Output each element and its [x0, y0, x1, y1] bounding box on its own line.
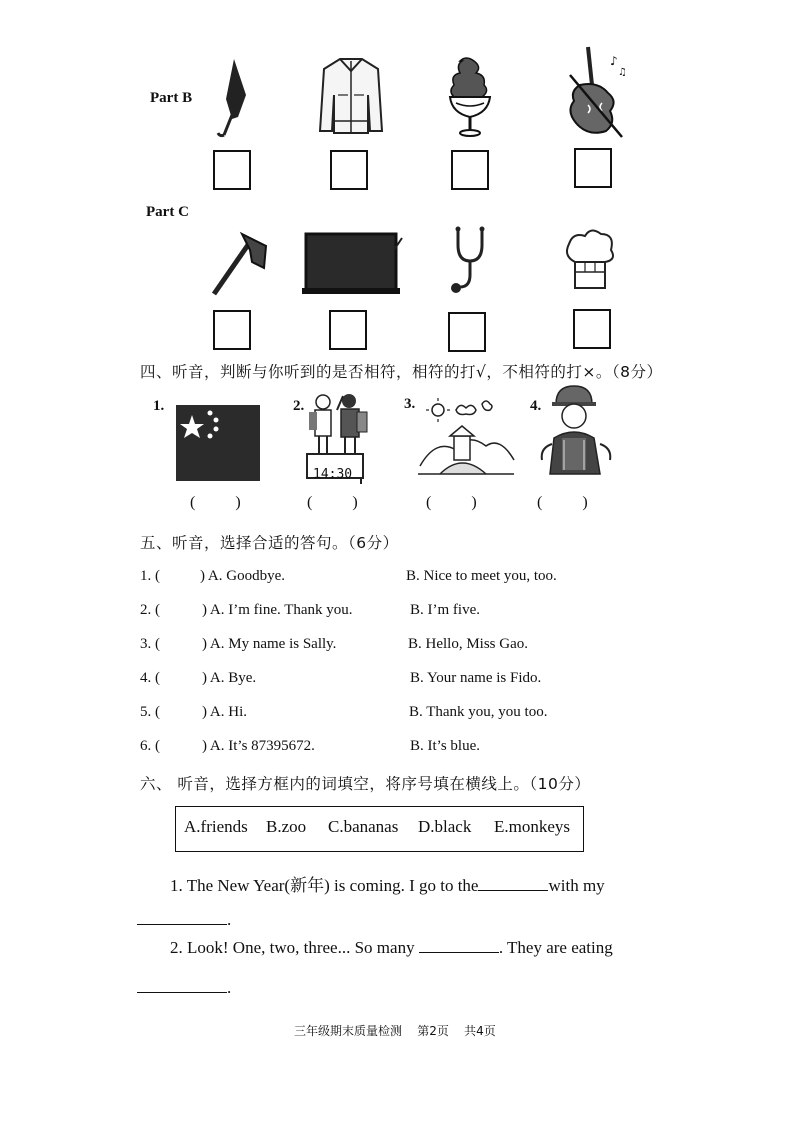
- svg-text:♪: ♪: [610, 54, 618, 68]
- s5-q4-option-b: B. Your name is Fido.: [410, 670, 542, 686]
- s5-q3-option-a: ) A. My name is Sally.: [202, 636, 337, 652]
- violin-icon: [562, 45, 632, 140]
- s6-blank-2b[interactable]: [137, 974, 227, 993]
- s4-answer-2[interactable]: ( ): [307, 494, 376, 511]
- s4-num-2: 2.: [293, 398, 305, 414]
- s6-sentence-1-period: .: [227, 910, 232, 929]
- blackboard-icon: [302, 230, 404, 298]
- s5-q4-num[interactable]: 4. (: [140, 670, 160, 686]
- s5-q2-num[interactable]: 2. (: [140, 602, 160, 618]
- s6-sentence-1-start: 1. The New Year(新年) is coming. I go to the: [170, 876, 479, 895]
- stethoscope-icon: [446, 225, 498, 297]
- axe-icon: [206, 228, 272, 298]
- word-option-d: D.black: [418, 817, 472, 836]
- china-flag-icon: [176, 405, 260, 481]
- s4-answer-3[interactable]: ( ): [426, 494, 495, 511]
- part-b-label: Part B: [150, 90, 193, 106]
- s6-sentence-2: [170, 938, 613, 958]
- s6-sentence-2-end: . They are eating: [498, 938, 613, 957]
- answer-box-c4[interactable]: [573, 309, 611, 349]
- answer-box-b1[interactable]: [213, 150, 251, 190]
- s4-num-4: 4.: [530, 398, 542, 414]
- answer-box-b2[interactable]: [330, 150, 368, 190]
- s5-q3-option-b: B. Hello, Miss Gao.: [408, 636, 528, 652]
- s6-blank-1b[interactable]: [137, 906, 227, 925]
- s5-q3-num[interactable]: 3. (: [140, 636, 160, 652]
- s6-sentence-2-period: .: [227, 978, 232, 997]
- s6-sentence-2-start: 2. Look! One, two, three... So many: [170, 938, 415, 957]
- word-bank: [175, 806, 584, 852]
- answer-box-b4[interactable]: [574, 148, 612, 188]
- s5-q2-option-b: B. I’m five.: [410, 602, 480, 618]
- chef-hat-icon: [563, 226, 617, 294]
- s5-q1-num[interactable]: 1. (: [140, 568, 160, 584]
- word-option-b: B.zoo: [266, 817, 307, 836]
- word-option-c: C.bananas: [328, 817, 399, 836]
- jacket-icon: [318, 55, 384, 137]
- answer-box-c1[interactable]: [213, 310, 251, 350]
- s6-sentence-2-line2: [137, 974, 231, 998]
- s5-q1-option-b: B. Nice to meet you, too.: [406, 568, 557, 584]
- s6-sentence-1-line2: [137, 906, 231, 930]
- s5-q5-num[interactable]: 5. (: [140, 704, 160, 720]
- s4-answer-4[interactable]: ( ): [537, 494, 606, 511]
- word-option-a: A.friends: [184, 817, 248, 836]
- s6-blank-1a[interactable]: [478, 890, 548, 891]
- umbrella-icon: [212, 55, 252, 140]
- s5-q6-option-a: ) A. It’s 87395672.: [202, 738, 315, 754]
- clock-time: 14:30: [313, 467, 353, 482]
- answer-box-c2[interactable]: [329, 310, 367, 350]
- s5-q5-option-b: B. Thank you, you too.: [409, 704, 548, 720]
- svg-text:♫: ♫: [618, 67, 627, 78]
- section4-heading: 四、听音，判断与你听到的是否相符，相符的打√，不相符的打×。（8分）: [140, 363, 663, 381]
- s4-num-1: 1.: [153, 398, 165, 414]
- s5-q5-option-a: ) A. Hi.: [202, 704, 247, 720]
- park-scene-icon: [416, 396, 516, 478]
- s5-q1-option-a: ) A. Goodbye.: [200, 568, 285, 584]
- s4-num-3: 3.: [404, 396, 416, 412]
- answer-box-b3[interactable]: [451, 150, 489, 190]
- word-option-e: E.monkeys: [494, 817, 571, 836]
- s6-blank-2a[interactable]: [419, 952, 499, 953]
- s4-answer-1[interactable]: ( ): [190, 494, 259, 511]
- s6-sentence-1: [170, 871, 605, 896]
- answer-box-c3[interactable]: [448, 312, 486, 352]
- page-footer: 三年级期末质量检测 第2页 共4页: [294, 1024, 496, 1038]
- s5-q2-option-a: ) A. I’m fine. Thank you.: [202, 602, 353, 618]
- s5-q6-num[interactable]: 6. (: [140, 738, 160, 754]
- section6-heading: 六、 听音，选择方框内的词填空，将序号填在横线上。（10分）: [140, 775, 591, 793]
- s5-q4-option-a: ) A. Bye.: [202, 670, 257, 686]
- s6-sentence-1-end: with my: [548, 876, 605, 895]
- ice-cream-icon: [444, 55, 496, 139]
- part-c-label: Part C: [146, 204, 189, 220]
- section5-heading: 五、听音，选择合适的答句。（6分）: [140, 534, 399, 552]
- s5-q6-option-b: B. It’s blue.: [410, 738, 480, 754]
- worker-icon: [540, 382, 612, 478]
